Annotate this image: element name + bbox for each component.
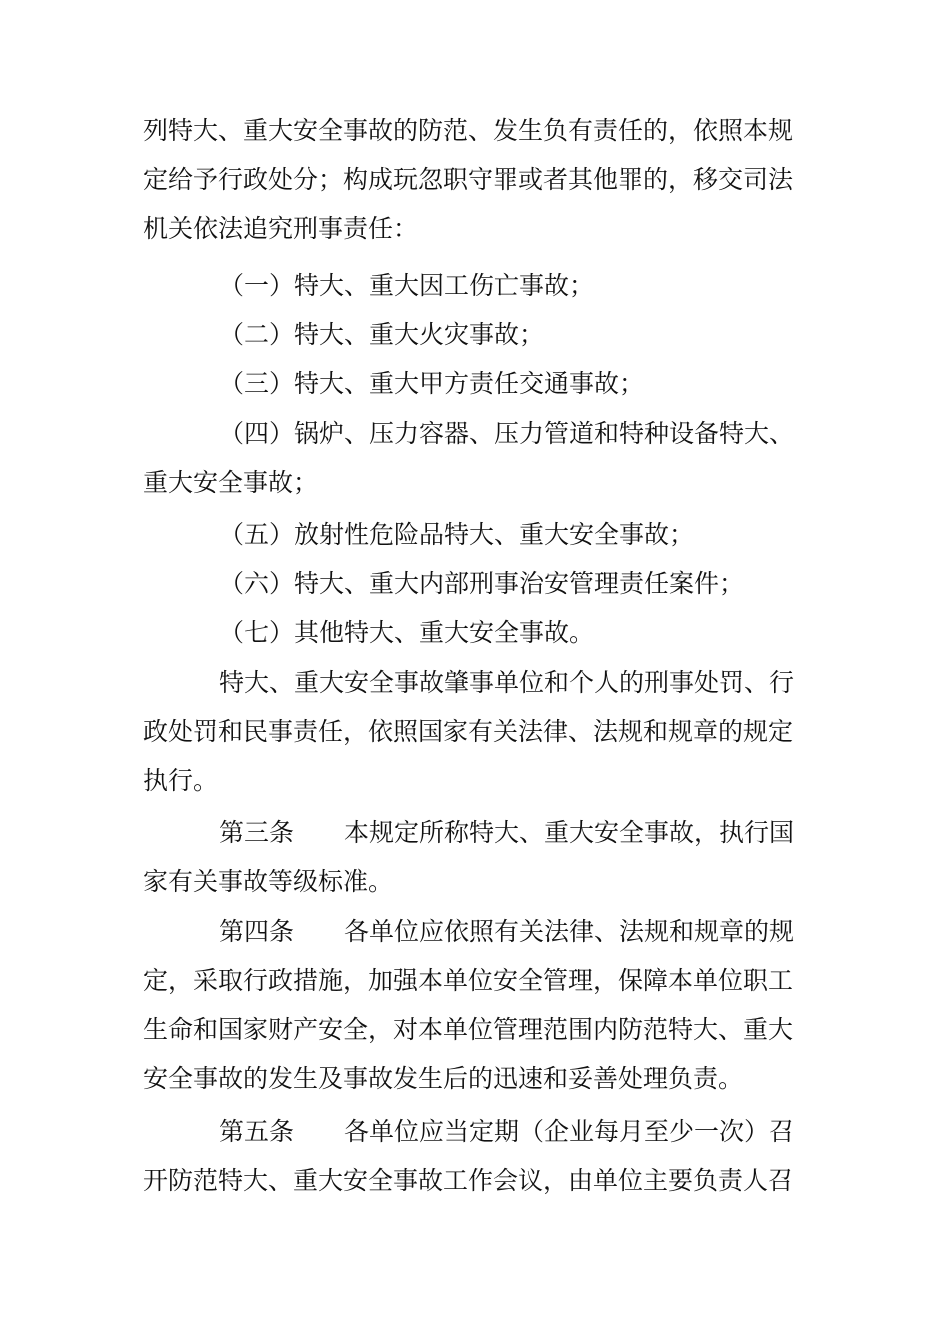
list-item-3: （三）特大、重大甲方责任交通事故； (219, 369, 645, 398)
list-item-4: （四）锅炉、压力容器、压力管道和特种设备特大、重大安全事故； (143, 419, 795, 497)
list-item-5: （五）放射性危险品特大、重大安全事故； (219, 520, 695, 549)
article-4-label: 第四条 (219, 917, 295, 946)
article-3-text: 本规定所称特大、重大安全事故，执行国家有关事故等级标准。 (143, 818, 795, 896)
article-5-label: 第五条 (219, 1117, 295, 1146)
list-item-6: （六）特大、重大内部刑事治安管理责任案件； (219, 569, 745, 598)
article-4 (143, 907, 811, 1103)
list-item-2: （二）特大、重大火灾事故； (219, 320, 545, 349)
list-item-1: （一）特大、重大因工伤亡事故； (219, 271, 595, 300)
article-3-label: 第三条 (219, 818, 295, 847)
penalty-paragraph: 特大、重大安全事故肇事单位和个人的刑事处罚、行政处罚和民事责任，依照国家有关法律、法规和规章的规定执行。 (143, 668, 795, 795)
article-5-text: 各单位应当定期（企业每月至少一次）召开防范特大、重大安全事故工作会议，由单位主要负责人召 (143, 1117, 795, 1195)
article-3 (143, 808, 811, 906)
continuation-paragraph: 列特大、重大安全事故的防范、发生负有责任的，依照本规定给予行政处分；构成玩忽职守罪或者其他罪的，移交司法机关依法追究刑事责任： (143, 116, 794, 243)
article-4-text: 各单位应依照有关法律、法规和规章的规定，采取行政措施，加强本单位安全管理，保障本单位职工生命和国家财产安全，对本单位管理范围内防范特大、重大安全事故的发生及事故发生后的迅速和妥善处理负责。 (143, 917, 795, 1093)
article-5 (143, 1107, 811, 1205)
list-item-7: （七）其他特大、重大安全事故。 (219, 618, 595, 647)
